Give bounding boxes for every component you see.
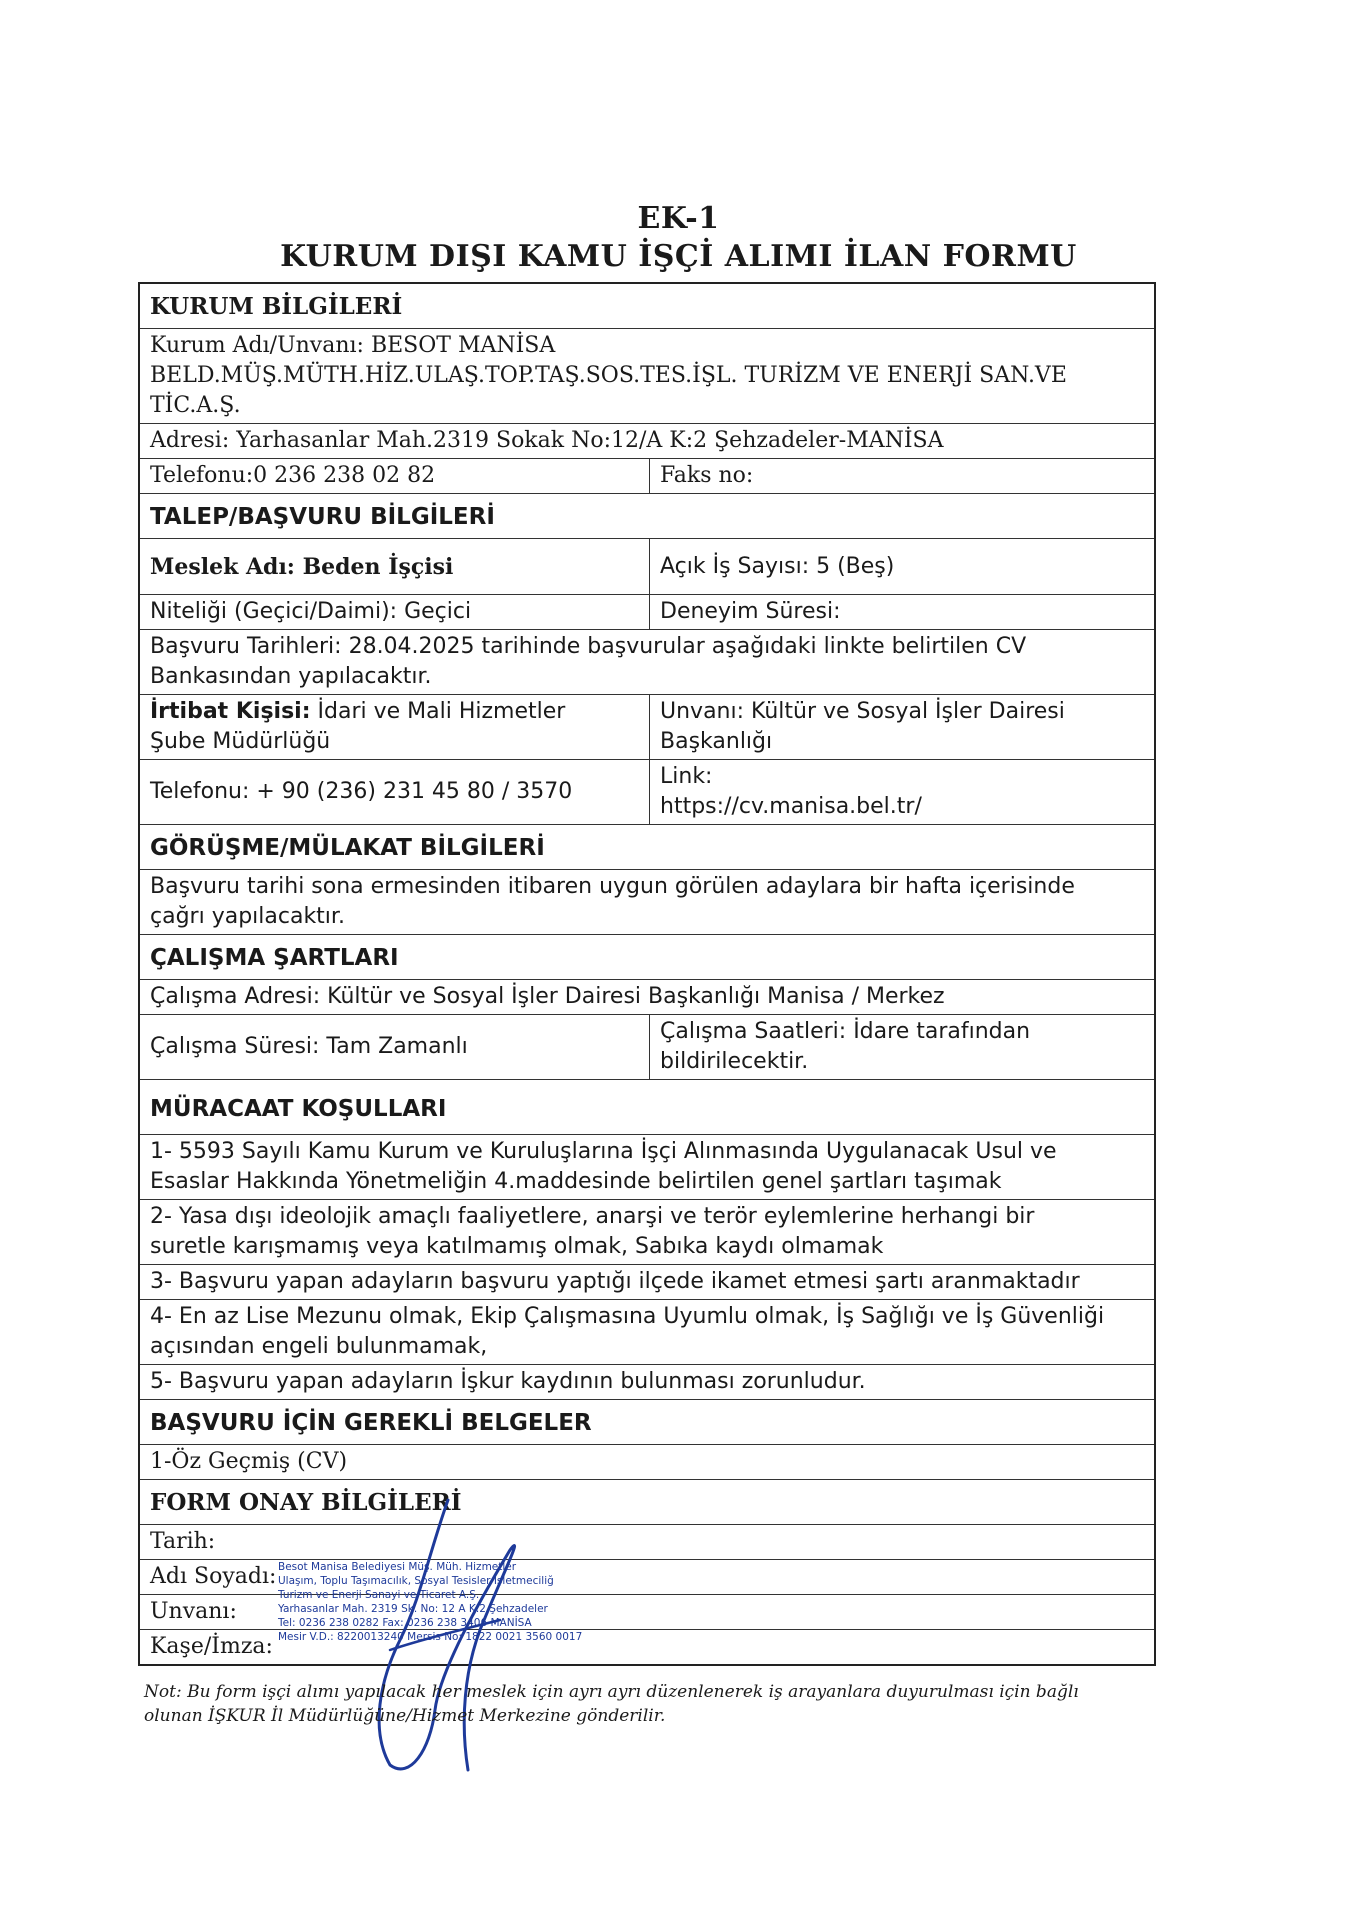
muracaat-item-4-line2: açısından engeli bulunmamak,	[150, 1334, 488, 1359]
stamp-line: Besot Manisa Belediyesi Müş. Müh. Hizmetler	[278, 1561, 517, 1573]
stamp-line: Yarhasanlar Mah. 2319 Sk. No: 12 A K:2 Şehzadeler	[278, 1603, 548, 1615]
irtibat-value-line2: Şube Müdürlüğü	[150, 729, 331, 754]
section-title-muracaat: MÜRACAAT KOŞULLARI	[150, 1096, 447, 1122]
irtibat-unvan	[650, 695, 1154, 759]
muracaat-item-2-line1: 2- Yasa dışı ideolojik amaçlı faaliyetlere, anarşi ve terör eylemlerine herhangi bir	[150, 1204, 1035, 1229]
link-cell	[650, 760, 1154, 824]
section-title-gorusme: GÖRÜŞME/MÜLAKAT BİLGİLERİ	[150, 835, 545, 861]
onay-adi-row	[140, 1560, 1154, 1595]
section-calisma-header	[140, 935, 1154, 980]
onay-unvan-row	[140, 1595, 1154, 1630]
irtibat-telefon: Telefonu: + 90 (236) 231 45 80 / 3570	[140, 760, 650, 824]
calisma-adres-row	[140, 980, 1154, 1015]
muracaat-item-4	[140, 1300, 1154, 1364]
muracaat-item	[140, 1265, 1154, 1300]
talep-irtibat-row	[140, 695, 1154, 760]
muracaat-item-1	[140, 1135, 1154, 1199]
basvuru-tarihleri-line2: Bankasından yapılacaktır.	[150, 664, 432, 689]
stamp-line: Turizm ve Enerji Sanayi ve Ticaret A.Ş.	[278, 1589, 480, 1601]
muracaat-item	[140, 1200, 1154, 1265]
deneyim-suresi: Deneyim Süresi:	[660, 599, 841, 624]
gorusme-line2: çağrı yapılacaktır.	[150, 904, 345, 929]
calisma-sure-row	[140, 1015, 1154, 1080]
section-title-talep: TALEP/BAŞVURU BİLGİLERİ	[150, 504, 495, 530]
muracaat-item-4-line1: 4- En az Lise Mezunu olmak, Ekip Çalışmasına Uyumlu olmak, İş Sağlığı ve İş Güvenliği	[150, 1304, 1105, 1329]
muracaat-item-2	[140, 1200, 1154, 1264]
muracaat-item-1-line2: Esaslar Hakkında Yönetmeliğin 4.maddesinde belirtilen genel şartları taşımak	[150, 1169, 1002, 1194]
section-muracaat-header	[140, 1080, 1154, 1135]
calisma-saatleri-line1: Çalışma Saatleri: İdare tarafından	[660, 1019, 1031, 1044]
gorusme-text	[140, 870, 1154, 934]
muracaat-item	[140, 1365, 1154, 1400]
muracaat-item-3: 3- Başvuru yapan adayların başvuru yaptığı ilçede ikamet etmesi şartı aranmaktadır	[150, 1269, 1080, 1294]
footnote	[144, 1680, 1174, 1728]
onay-tarih-row	[140, 1525, 1154, 1560]
onay-unvan: Unvanı:	[150, 1599, 237, 1624]
kurum-name-line2: BELD.MÜŞ.MÜTH.HİZ.ULAŞ.TOP.TAŞ.SOS.TES.İŞL. TURİZM VE ENERJİ SAN.VE TİC.A.Ş.	[150, 363, 1067, 418]
section-kurum-header	[140, 284, 1154, 329]
calisma-saatleri	[650, 1015, 1154, 1079]
kurum-name-line1: Kurum Adı/Unvanı: BESOT MANİSA	[150, 333, 556, 358]
irtibat-unvan-line2: Başkanlığı	[660, 729, 773, 754]
stamp-line: Mesir V.D.: 8220013240 Mersis No: 1822 0021 3560 0017	[278, 1631, 583, 1643]
document-code: EK-1	[637, 201, 720, 236]
belge-item-1: 1-Öz Geçmiş (CV)	[150, 1449, 348, 1474]
kurum-name-row	[140, 329, 1154, 424]
section-title-onay: FORM ONAY BİLGİLERİ	[150, 1489, 462, 1516]
basvuru-tarihleri-line1: Başvuru Tarihleri: 28.04.2025 tarihinde başvurular aşağıdaki linkte belirtilen CV	[150, 634, 1027, 659]
title-block	[0, 200, 1357, 276]
onay-adi-soyadi: Adı Soyadı:	[150, 1564, 277, 1589]
muracaat-item-2-line2: suretle karışmamış veya katılmamış olmak, Sabıka kaydı olmamak	[150, 1234, 884, 1259]
onay-kase-row	[140, 1630, 1154, 1664]
stamp-line: Tel: 0236 238 0282 Fax: 0236 238 3406 MANİSA	[278, 1617, 532, 1629]
muracaat-item	[140, 1135, 1154, 1200]
muracaat-item-5: 5- Başvuru yapan adayların İşkur kaydının bulunması zorunludur.	[150, 1369, 866, 1394]
muracaat-item	[140, 1300, 1154, 1365]
talep-meslek-row	[140, 539, 1154, 595]
section-gorusme-header	[140, 825, 1154, 870]
document-title: KURUM DIŞI KAMU İŞÇİ ALIMI İLAN FORMU	[280, 239, 1077, 274]
onay-tarih: Tarih:	[150, 1529, 216, 1554]
talep-telefon-row	[140, 760, 1154, 825]
section-talep-header	[140, 494, 1154, 539]
muracaat-item-1-line1: 1- 5593 Sayılı Kamu Kurum ve Kuruluşlarına İşçi Alınmasında Uygulanacak Usul ve	[150, 1139, 1057, 1164]
stamp-line: Ulaşım, Toplu Taşımacılık, Sosyal Tesisler İşletmeciliğ	[278, 1575, 554, 1587]
kurum-phone: Telefonu:0 236 238 02 82	[140, 459, 650, 493]
calisma-adresi: Çalışma Adresi: Kültür ve Sosyal İşler Dairesi Başkanlığı Manisa / Merkez	[150, 984, 945, 1009]
footnote-line2: olunan İŞKUR İl Müdürlüğüne/Hizmet Merkezine gönderilir.	[144, 1706, 666, 1726]
gorusme-line1: Başvuru tarihi sona ermesinden itibaren uygun görülen adaylara bir hafta içerisinde	[150, 874, 1075, 899]
irtibat-unvan-line1: Unvanı: Kültür ve Sosyal İşler Dairesi	[660, 699, 1065, 724]
kurum-address: Adresi: Yarhasanlar Mah.2319 Sokak No:12/A K:2 Şehzadeler-MANİSA	[150, 428, 944, 453]
irtibat-value: İdari ve Mali Hizmetler	[310, 699, 566, 724]
footnote-line1: Not: Bu form işçi alımı yapılacak her meslek için ayrı ayrı düzenlenerek iş arayanlara duyurulması için bağlı	[144, 1682, 1079, 1702]
section-belgeler-header	[140, 1400, 1154, 1445]
gorusme-row	[140, 870, 1154, 935]
section-onay-header	[140, 1480, 1154, 1525]
calisma-suresi: Çalışma Süresi: Tam Zamanlı	[140, 1015, 650, 1079]
kurum-address-row	[140, 424, 1154, 459]
announcement-form	[138, 282, 1156, 1666]
nitelik: Niteliği (Geçici/Daimi): Geçici	[140, 595, 650, 629]
talep-nitelik-row	[140, 595, 1154, 630]
kurum-fax: Faks no:	[660, 463, 754, 488]
kurum-contact-row	[140, 459, 1154, 494]
acik-is-sayisi: Açık İş Sayısı: 5 (Beş)	[660, 553, 895, 579]
kurum-name	[140, 329, 1154, 423]
application-link[interactable]: https://cv.manisa.bel.tr/	[660, 794, 922, 819]
basvuru-tarihleri	[140, 630, 1154, 694]
meslek-adi: Meslek Adı: Beden İşçisi	[140, 539, 650, 594]
link-label: Link:	[660, 764, 713, 789]
irtibat-kisisi	[140, 695, 650, 759]
section-title-belgeler: BAŞVURU İÇİN GEREKLİ BELGELER	[150, 1410, 592, 1436]
belgeler-row	[140, 1445, 1154, 1480]
calisma-saatleri-line2: bildirilecektir.	[660, 1049, 809, 1074]
irtibat-label: İrtibat Kişisi:	[150, 699, 311, 724]
onay-kase-imza: Kaşe/İmza:	[150, 1634, 273, 1659]
section-title-calisma: ÇALIŞMA ŞARTLARI	[150, 945, 399, 971]
talep-tarih-row	[140, 630, 1154, 695]
section-title-kurum: KURUM BİLGİLERİ	[150, 293, 403, 320]
